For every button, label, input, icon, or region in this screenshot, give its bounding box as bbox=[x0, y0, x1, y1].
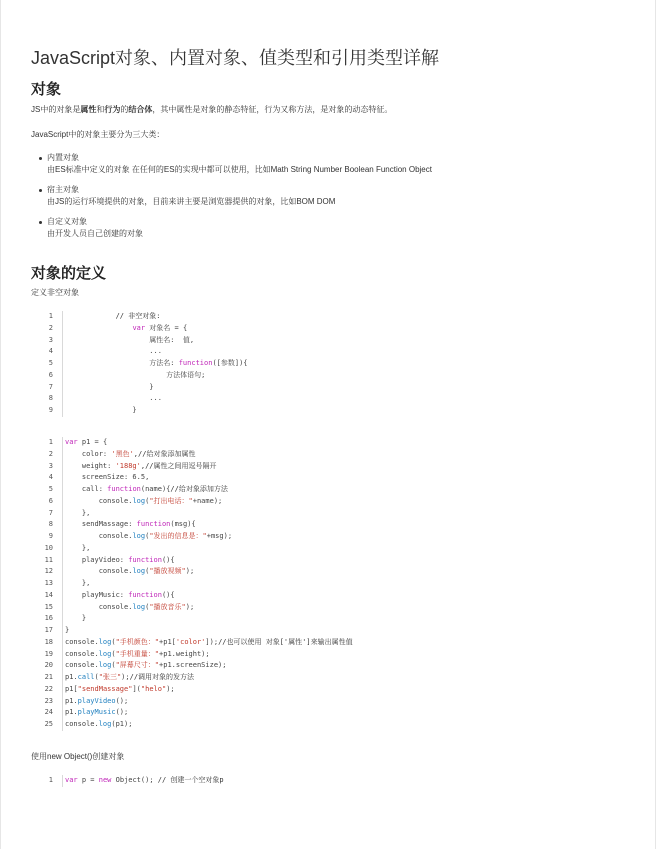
gutter-divider bbox=[62, 649, 63, 661]
code-text: p1.call("张三");//调用对象的发方法 bbox=[65, 673, 195, 681]
code-line bbox=[31, 578, 631, 590]
line-number: 11 bbox=[44, 555, 53, 564]
code-text: // 非空对象: bbox=[65, 312, 161, 320]
gutter-divider bbox=[62, 566, 63, 578]
code-line bbox=[31, 707, 631, 719]
code-text: }, bbox=[65, 543, 91, 552]
gutter-divider bbox=[62, 637, 63, 649]
code-line bbox=[31, 566, 631, 578]
line-number: 6 bbox=[48, 496, 53, 505]
code-line bbox=[31, 437, 631, 449]
code-line bbox=[31, 519, 631, 531]
gutter-divider bbox=[62, 484, 63, 496]
code-text: console.log("手机颜色："+p1['color']);//也可以使用 对象['属性']来输出属性值 bbox=[65, 637, 353, 646]
object-type-desc: 由JS的运行环境提供的对象，目前来讲主要是浏览器提供的对象，比如BOM DOM bbox=[47, 197, 336, 206]
line-number: 16 bbox=[44, 614, 53, 623]
code-text: var p1 = { bbox=[65, 438, 108, 446]
gutter-divider bbox=[62, 660, 63, 672]
gutter-divider bbox=[62, 684, 63, 696]
object-type-name: 宿主对象 bbox=[47, 185, 79, 194]
gutter-divider bbox=[62, 625, 63, 637]
code-block-nonempty-object bbox=[31, 311, 631, 417]
code-text: 属性名: 值, bbox=[65, 335, 195, 344]
line-number: 22 bbox=[44, 684, 53, 693]
gutter-divider bbox=[62, 696, 63, 708]
gutter-divider bbox=[62, 437, 63, 449]
intro-text: 和 bbox=[96, 105, 105, 114]
object-type-item bbox=[31, 216, 432, 240]
code-text: screenSize: 6.5, bbox=[65, 473, 150, 482]
line-number: 17 bbox=[44, 626, 53, 634]
code-line bbox=[31, 649, 631, 661]
section-heading-definition: 对象的定义 bbox=[31, 265, 107, 282]
code-line bbox=[31, 775, 631, 787]
gutter-divider bbox=[62, 405, 63, 417]
code-line bbox=[31, 405, 631, 417]
code-text: playMusic: function(){ bbox=[65, 590, 175, 599]
code-line bbox=[31, 613, 631, 625]
bullet-icon bbox=[39, 221, 42, 224]
code-line bbox=[31, 696, 631, 708]
gutter-divider bbox=[62, 578, 63, 590]
code-line bbox=[31, 625, 631, 637]
gutter-divider bbox=[62, 672, 63, 684]
code-line bbox=[31, 393, 631, 405]
code-text: p1["sendMassage"]("helo"); bbox=[65, 684, 175, 693]
line-number: 20 bbox=[44, 661, 53, 670]
intro-bold-term: 结合体 bbox=[128, 105, 153, 114]
code-text: ... bbox=[65, 347, 162, 356]
gutter-divider bbox=[62, 613, 63, 625]
code-text: sendMassage: function(msg){ bbox=[65, 520, 196, 529]
code-text: } bbox=[65, 626, 70, 634]
gutter-divider bbox=[62, 311, 63, 323]
code-line bbox=[31, 496, 631, 508]
code-line bbox=[31, 555, 631, 567]
gutter-divider bbox=[62, 370, 63, 382]
code-text: console.log("播放视频"); bbox=[65, 567, 195, 576]
code-line bbox=[31, 382, 631, 394]
code-line bbox=[31, 484, 631, 496]
object-type-item bbox=[31, 184, 432, 208]
line-number: 8 bbox=[48, 520, 53, 529]
line-number: 12 bbox=[44, 567, 53, 576]
line-number: 8 bbox=[48, 394, 53, 403]
code-line bbox=[31, 719, 631, 731]
line-number: 18 bbox=[44, 637, 53, 646]
code-text: } bbox=[65, 614, 87, 623]
line-number: 7 bbox=[48, 508, 53, 517]
subheading-nonempty: 定义非空对象 bbox=[31, 288, 79, 297]
gutter-divider bbox=[62, 602, 63, 614]
code-line bbox=[31, 323, 631, 335]
bullet-icon bbox=[39, 157, 42, 160]
gutter-divider bbox=[62, 496, 63, 508]
line-number: 2 bbox=[48, 323, 53, 332]
gutter-divider bbox=[62, 775, 63, 787]
code-line bbox=[31, 508, 631, 520]
line-number: 5 bbox=[48, 485, 53, 493]
object-type-name: 内置对象 bbox=[47, 153, 79, 162]
gutter-divider bbox=[62, 323, 63, 335]
line-number: 23 bbox=[44, 696, 53, 705]
line-number: 9 bbox=[48, 406, 53, 414]
object-type-desc: 由ES标准中定义的对象 在任何的ES的实现中都可以使用，比如Math String Number Boolean Function Object bbox=[47, 165, 432, 174]
object-type-item bbox=[31, 152, 432, 176]
bullet-icon bbox=[39, 189, 42, 192]
gutter-divider bbox=[62, 590, 63, 602]
code-text: p1.playMusic(); bbox=[65, 708, 129, 717]
code-block-phone-object bbox=[31, 437, 631, 731]
code-line bbox=[31, 672, 631, 684]
code-text: } bbox=[65, 406, 137, 414]
code-text: var p = new Object(); // 创建一个空对象p bbox=[65, 776, 224, 784]
intro-text: ，其中属性是对象的静态特征，行为又称方法，是对象的动态特征。 bbox=[152, 105, 393, 114]
line-number: 24 bbox=[44, 708, 53, 717]
code-text: }, bbox=[65, 508, 91, 517]
line-number: 10 bbox=[44, 543, 53, 552]
subheading-new-object: 使用new Object()创建对象 bbox=[31, 752, 125, 761]
line-number: 21 bbox=[44, 673, 53, 681]
code-line bbox=[31, 637, 631, 649]
line-number: 2 bbox=[48, 449, 53, 458]
line-number: 15 bbox=[44, 602, 53, 611]
line-number: 9 bbox=[48, 532, 53, 540]
code-line bbox=[31, 461, 631, 473]
page-title: JavaScript对象、内置对象、值类型和引用类型详解 bbox=[31, 48, 440, 68]
code-text: weight: '188g',//属性之间用逗号隔开 bbox=[65, 461, 217, 470]
object-intro bbox=[31, 104, 392, 115]
gutter-divider bbox=[62, 335, 63, 347]
code-line bbox=[31, 311, 631, 323]
gutter-divider bbox=[62, 346, 63, 358]
code-line bbox=[31, 472, 631, 484]
code-text: playVideo: function(){ bbox=[65, 555, 175, 564]
code-text: color: '黑色',//给对象添加属性 bbox=[65, 449, 196, 458]
code-text: p1.playVideo(); bbox=[65, 696, 129, 705]
code-block-new-object bbox=[31, 775, 631, 787]
code-line bbox=[31, 684, 631, 696]
code-text: console.log("播放音乐"); bbox=[65, 602, 195, 611]
intro-bold-term: 行为 bbox=[104, 105, 121, 114]
object-types-list bbox=[31, 152, 432, 248]
code-text: } bbox=[65, 382, 154, 391]
gutter-divider bbox=[62, 555, 63, 567]
line-number: 1 bbox=[48, 312, 53, 320]
intro-bold-term: 属性 bbox=[80, 105, 97, 114]
code-text: console.log("发出的信息是："+msg); bbox=[65, 532, 233, 540]
code-text: ... bbox=[65, 394, 162, 403]
code-line bbox=[31, 346, 631, 358]
line-number: 13 bbox=[44, 579, 53, 587]
line-number: 19 bbox=[44, 649, 53, 658]
gutter-divider bbox=[62, 508, 63, 520]
section-heading-object: 对象 bbox=[31, 81, 62, 98]
gutter-divider bbox=[62, 707, 63, 719]
gutter-divider bbox=[62, 519, 63, 531]
gutter-divider bbox=[62, 461, 63, 473]
code-line bbox=[31, 370, 631, 382]
code-line bbox=[31, 602, 631, 614]
code-line bbox=[31, 449, 631, 461]
line-number: 4 bbox=[48, 473, 53, 482]
line-number: 14 bbox=[44, 590, 53, 599]
line-number: 7 bbox=[48, 382, 53, 391]
gutter-divider bbox=[62, 382, 63, 394]
line-number: 3 bbox=[48, 461, 53, 470]
line-number: 6 bbox=[48, 370, 53, 379]
code-text: console.log("手机重量："+p1.weight); bbox=[65, 649, 210, 658]
code-text: console.log("打出电话："+name); bbox=[65, 496, 223, 505]
gutter-divider bbox=[62, 393, 63, 405]
object-type-desc: 由开发人员自己创建的对象 bbox=[47, 229, 143, 238]
code-line bbox=[31, 335, 631, 347]
intro-text: 的 bbox=[120, 105, 129, 114]
intro-text: JS中的对象是 bbox=[31, 105, 81, 114]
code-text: var 对象名 = { bbox=[132, 323, 188, 332]
object-type-name: 自定义对象 bbox=[47, 217, 87, 226]
gutter-divider bbox=[62, 472, 63, 484]
line-number: 25 bbox=[44, 720, 53, 728]
code-text: console.log(p1); bbox=[65, 720, 133, 728]
code-line bbox=[31, 531, 631, 543]
line-number: 4 bbox=[48, 347, 53, 356]
line-number: 5 bbox=[48, 359, 53, 367]
gutter-divider bbox=[62, 543, 63, 555]
types-intro: JavaScript中的对象主要分为三大类： bbox=[31, 130, 165, 139]
gutter-divider bbox=[62, 719, 63, 731]
code-text: }, bbox=[65, 579, 91, 587]
code-line bbox=[31, 660, 631, 672]
code-text: 方法体语句; bbox=[65, 370, 206, 379]
code-text: 方法名: function([参数]){ bbox=[65, 359, 248, 367]
code-line bbox=[31, 543, 631, 555]
gutter-divider bbox=[62, 449, 63, 461]
code-line bbox=[31, 590, 631, 602]
code-line bbox=[31, 358, 631, 370]
code-text: console.log("屏幕尺寸："+p1.screenSize); bbox=[65, 661, 227, 670]
line-number: 3 bbox=[48, 335, 53, 344]
line-number: 1 bbox=[48, 776, 53, 784]
code-text: call: function(name){//给对象添加方法 bbox=[65, 485, 228, 493]
gutter-divider bbox=[62, 531, 63, 543]
gutter-divider bbox=[62, 358, 63, 370]
line-number: 1 bbox=[48, 438, 53, 446]
